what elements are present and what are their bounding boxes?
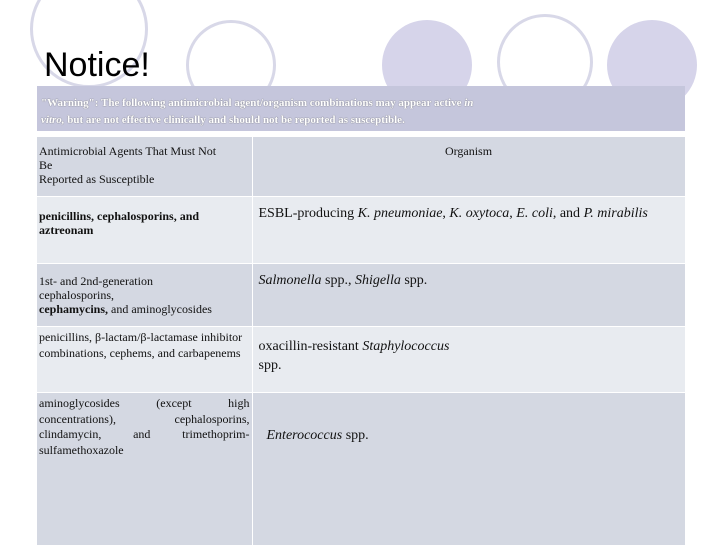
warning-italic-vitro: vitro,	[41, 114, 65, 127]
row1-org-sep1: ,	[442, 206, 450, 221]
header-agents-line3: Reported as Susceptible	[39, 172, 155, 187]
row3-org-suffix: spp.	[258, 357, 282, 373]
row2-agents-line1: 1st- and 2nd-generation	[39, 274, 153, 288]
warning-text-line1: "Warning": The following antimicrobial agent/organism combinations may appear active	[41, 97, 462, 109]
warning-banner	[37, 86, 685, 131]
row3-org-prefix: oxacillin-resistant	[258, 339, 363, 354]
row2-org-salmonella: Salmonella	[258, 273, 322, 288]
row3-agents-text: penicillins, β-lactam/β-lactamase inhibitor combinations, cephems, and carbapenems	[39, 330, 243, 360]
row1-organism	[252, 197, 685, 264]
row2-org-t1: spp.,	[321, 273, 355, 288]
table-row	[37, 393, 685, 546]
row4-agents-text: aminoglycosides (except high concentrations), cephalosporins, clindamycin, and trimethoprim-sulfamethoxazole	[39, 396, 250, 457]
row1-org-prefix: ESBL-producing	[258, 206, 358, 221]
header-agents-line2: Be	[39, 158, 53, 173]
row3-org-staph: Staphylococcus	[362, 339, 450, 354]
row1-org-k1: K. pneumoniae	[357, 206, 443, 221]
row1-org-sep3: , and	[552, 206, 584, 221]
row1-agents	[37, 197, 252, 264]
row2-agents-line3: and aminoglycosides	[108, 302, 212, 317]
row1-org-p: P. mirabilis	[583, 206, 648, 221]
table-row	[37, 327, 685, 393]
row1-org-e: E. coli	[516, 206, 553, 221]
header-organism-label: Organism	[444, 144, 493, 158]
row4-organism	[252, 393, 685, 546]
slide-title: Notice!	[44, 46, 150, 84]
row4-org-enterococcus: Enterococcus	[266, 428, 343, 443]
agent-organism-table	[37, 137, 686, 546]
row2-agents	[37, 264, 252, 327]
row3-organism	[252, 327, 685, 393]
table-row	[37, 264, 685, 327]
warning-text-line2: but are not effective clinically and should not be reported as susceptible.	[67, 114, 405, 127]
row2-agents-bold: cephamycins,	[39, 302, 108, 317]
row2-org-shigella: Shigella	[354, 273, 401, 288]
row4-org-suffix: spp.	[342, 428, 369, 443]
header-organism	[252, 137, 685, 197]
row1-agents-text: penicillins, cephalosporins, and aztreonam	[39, 209, 200, 238]
row1-org-k2: K. oxytoca	[449, 206, 510, 221]
row2-organism	[252, 264, 685, 327]
row3-agents	[37, 327, 252, 393]
row2-org-t2: spp.	[400, 273, 428, 288]
table-header-row	[37, 137, 685, 197]
header-agents-line1: Antimicrobial Agents That Must Not	[39, 144, 217, 158]
row4-agents	[37, 393, 252, 546]
warning-italic-in: in	[464, 97, 474, 109]
table-row	[37, 197, 685, 264]
row1-org-sep2: ,	[509, 206, 517, 221]
row2-agents-line2: cephalosporins,	[39, 288, 114, 303]
header-agents	[37, 137, 252, 197]
